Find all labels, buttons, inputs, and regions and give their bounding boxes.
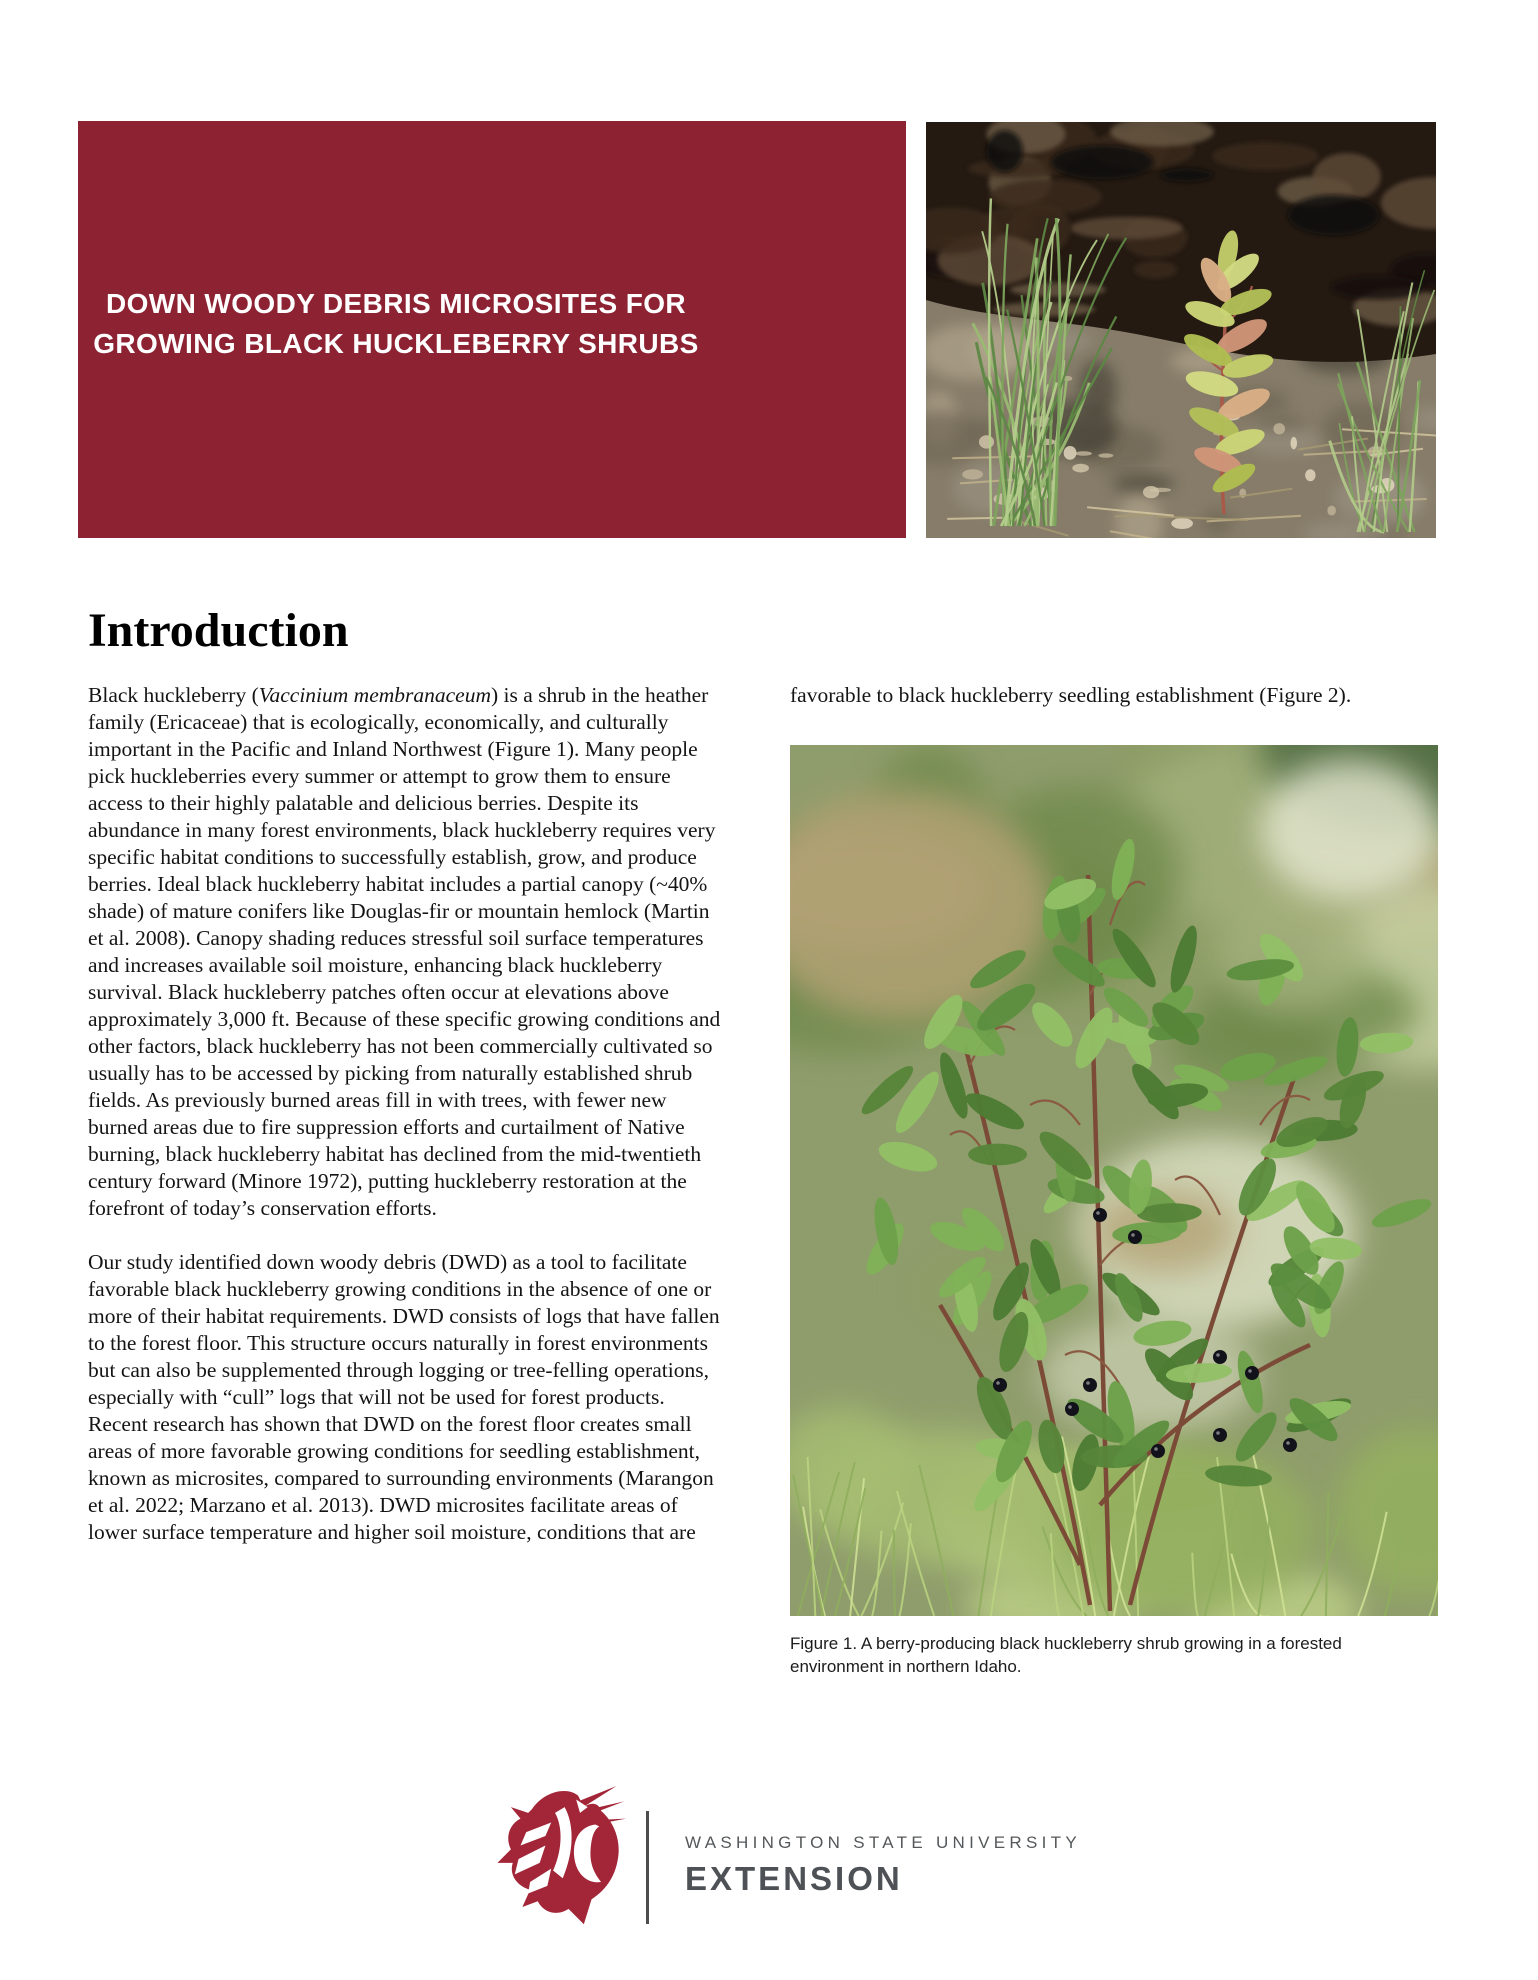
document-title: [86, 284, 706, 364]
wsu-cougar-logo: [484, 1780, 628, 1938]
document-title-line1: DOWN WOODY DEBRIS MICROSITES FOR: [105, 288, 687, 319]
extension-unit: EXTENSION: [685, 1860, 903, 1897]
figure-1: [790, 745, 1440, 1678]
paragraph1-text-rest: ) is a shrub in the heather family (Ericaceae) that is ecologically, economically, and culturally important in the Pacific and Inland Northwest (Figure 1). Many people pick huckleberries every summer or attempt to grow them to ensure access to their highly palatable and delicious berries. Despite its abundance in many forest environments, black huckleberry requires very specific habitat conditions to successfully establish, grow, and produce berries. Ideal black huckleberry habitat includes a partial canopy (~40% shade) of mature conifers like Douglas-fir or mountain hemlock (Martin et al. 2008). Canopy shading reduces stressful soil surface temperatures and increases available soil moisture, enhancing black huckleberry survival. Black huckleberry patches often occur at elevations above approximately 3,000 ft. Because of these specific growing conditions and other factors, black huckleberry has not been commercially cultivated so usually has to be accessed by picking from naturally established shrub fields. As previously burned areas fill in with trees, with fewer new burned areas due to fire suppression efforts and curtailment of Native burning, black huckleberry habitat has declined from the mid-twentieth century forward (Minore 1972), putting huckleberry restoration at the forefront of today’s conservation efforts.: [88, 683, 721, 1220]
intro-paragraph-1: [88, 682, 728, 1222]
paragraph1-text-start: Black huckleberry (: [88, 683, 259, 707]
figure1-photo: [790, 745, 1438, 1616]
left-column: [88, 604, 728, 1573]
footer-divider: [646, 1811, 649, 1924]
right-column-paragraph: favorable to black huckleberry seedling establishment (Figure 2).: [790, 683, 1352, 707]
intro-paragraph-2: Our study identified down woody debris (DWD) as a tool to facilitate favorable black huckleberry growing conditions in the absence of one or more of their habitat requirements. DWD consists of logs that have fallen to the forest floor. This structure occurs naturally in forest environments but can also be supplemented through logging or tree-felling operations, especially with “cull” logs that will not be used for forest products. Recent research has shown that DWD on the forest floor creates small areas of more favorable growing conditions for seedling establishment, known as microsites, compared to surrounding environments (Marangon et al. 2022; Marzano et al. 2013). DWD microsites facilitate areas of lower surface temperature and higher soil moisture, conditions that are: [88, 1250, 720, 1544]
section-heading: Introduction: [88, 604, 349, 657]
footer: [0, 1778, 1538, 1963]
figure1-caption: Figure 1. A berry-producing black huckleberry shrub growing in a forested environment in northern Idaho.: [790, 1634, 1342, 1676]
title-banner: [78, 121, 906, 538]
header-photo: [926, 122, 1436, 538]
species-name: Vaccinium membranaceum: [258, 683, 491, 707]
document-title-line2: GROWING BLACK HUCKLEBERRY SHRUBS: [93, 328, 699, 359]
footer-wordmark: [685, 1833, 1081, 1898]
header-photo-illustration: [926, 122, 1436, 538]
university-name: WASHINGTON STATE UNIVERSITY: [685, 1833, 1081, 1852]
right-column: [790, 682, 1440, 1678]
figure1-photo-illustration: [790, 745, 1438, 1616]
